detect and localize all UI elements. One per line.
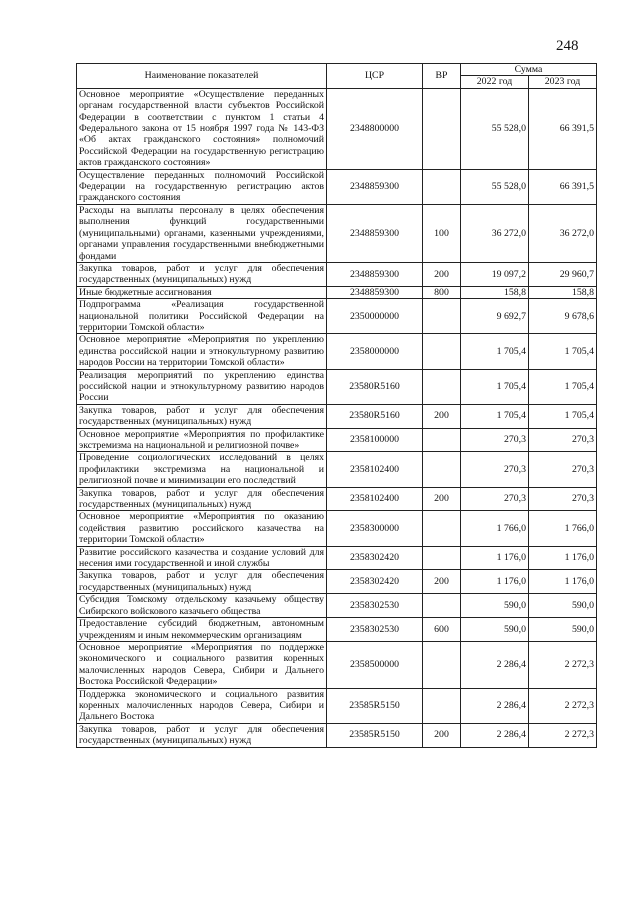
row-name: Иные бюджетные ассигнования [77,286,327,298]
table-row [77,404,597,428]
table-row [77,286,597,298]
row-csr: 23580R5160 [327,404,423,428]
row-vr [423,88,461,169]
row-vr [423,511,461,546]
row-amount-2022: 590,0 [461,618,529,642]
row-csr: 2358500000 [327,641,423,688]
row-amount-2022: 1 176,0 [461,546,529,570]
table-row [77,334,597,369]
row-vr [423,299,461,334]
table-row [77,169,597,204]
table-row [77,511,597,546]
row-amount-2022: 270,3 [461,452,529,487]
header-year-2022: 2022 год [461,76,529,88]
table-row [77,204,597,262]
row-csr: 2348859300 [327,262,423,286]
row-name: Закупка товаров, работ и услуг для обеспечения государственных (муниципальных) нужд [77,404,327,428]
row-amount-2022: 19 097,2 [461,262,529,286]
row-csr: 2358100000 [327,428,423,452]
row-name: Основное мероприятие «Мероприятия по поддержке экономического и социального развития коренных малочисленных народов Севера, Сибири и Дальнего Востока Российской Федерации» [77,641,327,688]
row-name: Расходы на выплаты персоналу в целях обеспечения выполнения функций государственными (муниципальными) органами, казенными учреждениями, органами управления государственными внебюджетными фондами [77,204,327,262]
row-csr: 2358302420 [327,546,423,570]
table-body [77,88,597,747]
row-csr: 2348859300 [327,169,423,204]
table-row [77,452,597,487]
row-vr: 800 [423,286,461,298]
row-csr: 2358302530 [327,618,423,642]
table-row [77,369,597,404]
row-amount-2023: 1 766,0 [529,511,597,546]
row-amount-2022: 36 272,0 [461,204,529,262]
row-name: Развитие российского казачества и создание условий для несения ими государственной и иной службы [77,546,327,570]
row-csr: 2350000000 [327,299,423,334]
row-amount-2022: 590,0 [461,594,529,618]
row-vr [423,452,461,487]
row-amount-2023: 2 272,3 [529,723,597,747]
row-csr: 2348859300 [327,286,423,298]
row-amount-2023: 1 176,0 [529,570,597,594]
table-row [77,428,597,452]
row-amount-2023: 270,3 [529,452,597,487]
row-vr [423,641,461,688]
row-name: Закупка товаров, работ и услуг для обеспечения государственных (муниципальных) нужд [77,262,327,286]
row-vr: 200 [423,404,461,428]
row-amount-2022: 158,8 [461,286,529,298]
table-header [77,64,597,89]
row-amount-2023: 590,0 [529,618,597,642]
row-amount-2023: 158,8 [529,286,597,298]
row-name: Субсидия Томскому отдельскому казачьему обществу Сибирского войскового казачьего общества [77,594,327,618]
row-vr [423,428,461,452]
row-csr: 2358302420 [327,570,423,594]
row-amount-2023: 270,3 [529,487,597,511]
table-row [77,299,597,334]
page-number: 248 [556,38,579,54]
row-amount-2022: 1 176,0 [461,570,529,594]
row-amount-2022: 9 692,7 [461,299,529,334]
row-name: Закупка товаров, работ и услуг для обеспечения государственных (муниципальных) нужд [77,723,327,747]
row-vr [423,169,461,204]
row-vr: 200 [423,570,461,594]
row-vr [423,688,461,723]
header-name: Наименование показателей [77,64,327,89]
row-amount-2022: 270,3 [461,487,529,511]
row-csr: 2358000000 [327,334,423,369]
row-amount-2022: 2 286,4 [461,723,529,747]
row-name: Реализация мероприятий по укреплению единства российской нации и этнокультурному развитию народов России [77,369,327,404]
row-amount-2023: 1 705,4 [529,334,597,369]
row-amount-2023: 590,0 [529,594,597,618]
row-vr [423,594,461,618]
row-amount-2023: 66 391,5 [529,88,597,169]
header-year-2023: 2023 год [529,76,597,88]
row-amount-2023: 1 705,4 [529,404,597,428]
row-amount-2023: 2 272,3 [529,641,597,688]
header-csr: ЦСР [327,64,423,89]
row-name: Основное мероприятие «Мероприятия по укреплению единства российской нации и этнокультурному развитию народов России на территории Томской области» [77,334,327,369]
row-vr: 200 [423,723,461,747]
row-csr: 2358300000 [327,511,423,546]
row-amount-2023: 1 705,4 [529,369,597,404]
row-amount-2023: 29 960,7 [529,262,597,286]
row-amount-2022: 2 286,4 [461,688,529,723]
table-row [77,487,597,511]
row-vr: 600 [423,618,461,642]
row-vr: 100 [423,204,461,262]
row-name: Поддержка экономического и социального развития коренных малочисленных народов Севера, Сибири и Дальнего Востока [77,688,327,723]
row-amount-2023: 270,3 [529,428,597,452]
row-csr: 2348800000 [327,88,423,169]
row-csr: 2358102400 [327,452,423,487]
row-name: Основное мероприятие «Осуществление переданных органам государственной власти субъектов Российской Федерации в соответствии с пунктом 1 статьи 4 Федерального закона от 15 ноября 1997 года № 143-ФЗ «Об актах гражданского состояния» полномочий Российской Федерации на государственную регистрацию актов гражданского состояния» [77,88,327,169]
table-row [77,594,597,618]
row-amount-2022: 2 286,4 [461,641,529,688]
row-amount-2022: 1 705,4 [461,404,529,428]
table-row [77,618,597,642]
row-name: Основное мероприятие «Мероприятия по оказанию содействия развитию российского казачества на территории Томской области» [77,511,327,546]
row-amount-2023: 66 391,5 [529,169,597,204]
table-row [77,88,597,169]
row-amount-2023: 2 272,3 [529,688,597,723]
row-amount-2022: 1 705,4 [461,334,529,369]
row-vr [423,369,461,404]
row-name: Закупка товаров, работ и услуг для обеспечения государственных (муниципальных) нужд [77,487,327,511]
table-row [77,688,597,723]
row-name: Осуществление переданных полномочий Российской Федерации на государственную регистрацию актов гражданского состояния [77,169,327,204]
row-amount-2023: 36 272,0 [529,204,597,262]
row-vr [423,546,461,570]
row-csr: 2358102400 [327,487,423,511]
table-row [77,570,597,594]
table-row [77,641,597,688]
row-amount-2023: 9 678,6 [529,299,597,334]
row-amount-2022: 55 528,0 [461,88,529,169]
row-vr: 200 [423,262,461,286]
row-csr: 23580R5160 [327,369,423,404]
table-row [77,546,597,570]
row-amount-2022: 1 705,4 [461,369,529,404]
header-vr: ВР [423,64,461,89]
row-amount-2022: 1 766,0 [461,511,529,546]
row-csr: 2348859300 [327,204,423,262]
row-name: Предоставление субсидий бюджетным, автономным учреждениям и иным некоммерческим организациям [77,618,327,642]
row-amount-2023: 1 176,0 [529,546,597,570]
table-row [77,262,597,286]
row-name: Закупка товаров, работ и услуг для обеспечения государственных (муниципальных) нужд [77,570,327,594]
row-name: Подпрограмма «Реализация государственной национальной политики Российской Федерации на территории Томской области» [77,299,327,334]
header-sum: Сумма [461,64,597,76]
budget-table [76,63,597,748]
row-amount-2022: 55 528,0 [461,169,529,204]
row-amount-2022: 270,3 [461,428,529,452]
table-row [77,723,597,747]
row-csr: 23585R5150 [327,723,423,747]
row-name: Проведение социологических исследований в целях профилактики экстремизма на национальной и религиозной почве и минимизации его последствий [77,452,327,487]
row-csr: 23585R5150 [327,688,423,723]
row-csr: 2358302530 [327,594,423,618]
row-name: Основное мероприятие «Мероприятия по профилактике экстремизма на национальной и религиозной почве» [77,428,327,452]
row-vr: 200 [423,487,461,511]
row-vr [423,334,461,369]
